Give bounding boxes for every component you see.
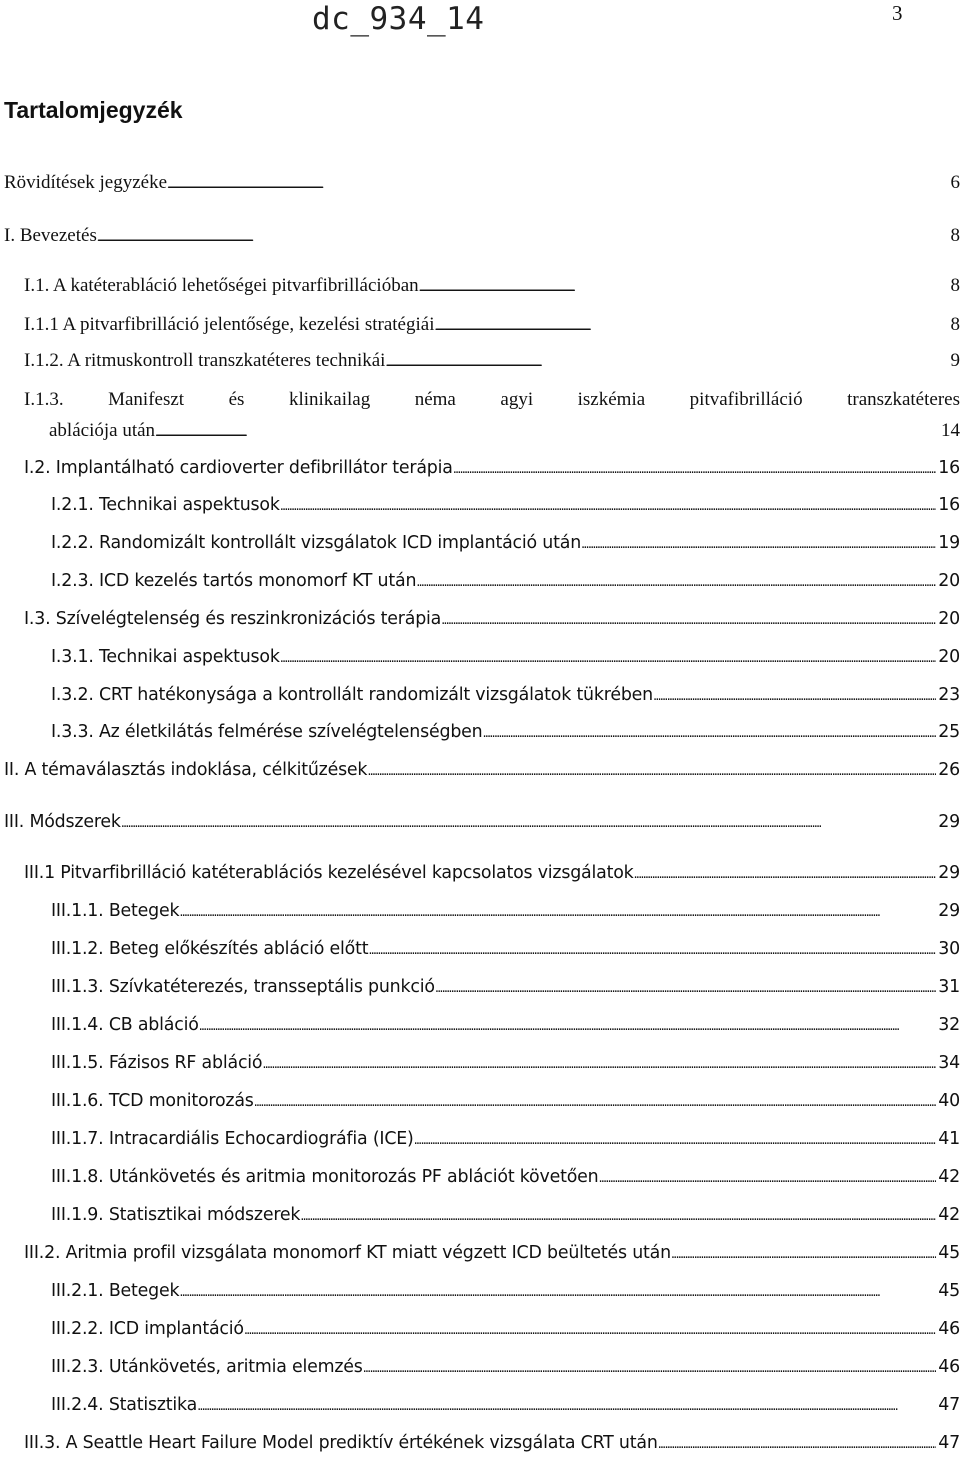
toc-entry[interactable]: [24, 1240, 960, 1268]
toc-entry[interactable]: [4, 223, 960, 250]
toc-entry-label: III.2.2. ICD implantáció: [51, 1316, 244, 1342]
toc-entry-page: 8: [949, 223, 960, 249]
dot-leader: [244, 1316, 936, 1344]
word: transzkatéteres: [847, 387, 960, 413]
toc-entry-page: 23: [936, 682, 960, 708]
toc-entry[interactable]: [24, 273, 960, 300]
dot-leader: [280, 492, 937, 520]
toc-entry-page: 20: [936, 568, 960, 594]
toc-entry-page: 45: [936, 1240, 960, 1266]
word: iszkémia: [578, 387, 646, 413]
toc-entry-page: 42: [936, 1164, 960, 1190]
toc-entry-page: 31: [936, 974, 960, 1000]
toc-entry-label: III. Módszerek: [4, 809, 121, 835]
toc-entry[interactable]: [24, 455, 960, 483]
word: Manifeszt: [108, 387, 184, 413]
toc-entry-page: 42: [936, 1202, 960, 1228]
toc-entry[interactable]: [24, 312, 960, 339]
toc-entry-label: III.3. A Seattle Heart Failure Model prediktív értékének vizsgálata CRT után: [24, 1430, 658, 1456]
toc-entry-page: 34: [936, 1050, 960, 1076]
dot-leader: [155, 418, 941, 445]
toc-entry-label: III.1.2. Beteg előkészítés abláció előtt: [51, 936, 368, 962]
toc-entry-label: I.3.3. Az életkilátás felmérése szívelégtelenségben: [51, 719, 483, 745]
dot-leader: [199, 1012, 937, 1040]
dot-leader: [363, 1354, 937, 1382]
word: agyi: [500, 387, 533, 413]
toc-entry[interactable]: [51, 898, 960, 926]
toc-entry-label: III.2.4. Statisztika: [51, 1392, 197, 1418]
toc-entry[interactable]: [24, 1430, 960, 1458]
toc-entry-label: III.2.3. Utánkövetés, aritmia elemzés: [51, 1354, 363, 1380]
dot-leader: [254, 1088, 937, 1116]
toc-entry-page: 41: [936, 1126, 960, 1152]
toc-entry[interactable]: [51, 1126, 960, 1154]
toc-entry[interactable]: [51, 530, 960, 558]
dot-leader: [179, 898, 936, 926]
document-header-id: dc_934_14: [312, 0, 484, 38]
toc-entry-page: 29: [936, 809, 960, 835]
toc-entry-page: 16: [936, 455, 960, 481]
toc-entry-label: I.2. Implantálható cardioverter defibrillátor terápia: [24, 455, 453, 481]
toc-entry[interactable]: [51, 1088, 960, 1116]
toc-entry[interactable]: [24, 606, 960, 634]
dot-leader: [97, 223, 949, 250]
toc-entry-page: 32: [936, 1012, 960, 1038]
toc-entry-page: 25: [936, 719, 960, 745]
toc-entry-label: Rövidítések jegyzéke: [4, 170, 167, 196]
toc-entry-page: 8: [949, 273, 960, 299]
dot-leader: [121, 809, 937, 837]
toc-entry[interactable]: [51, 1202, 960, 1230]
toc-entry[interactable]: [24, 348, 960, 375]
toc-entry-label: III.2.1. Betegek: [51, 1278, 179, 1304]
dot-leader: [416, 568, 936, 596]
dot-leader: [419, 273, 949, 300]
toc-entry[interactable]: [4, 757, 960, 785]
dot-leader: [414, 1126, 937, 1154]
toc-entry-page: 19: [936, 530, 960, 556]
toc-entry-label: III.2. Aritmia profil vizsgálata monomorf KT miatt végzett ICD beültetés után: [24, 1240, 671, 1266]
dot-leader: [368, 936, 936, 964]
toc-entry-page: 47: [936, 1392, 960, 1418]
toc-entry[interactable]: [51, 1278, 960, 1306]
dot-leader: [300, 1202, 936, 1230]
toc-entry-page: 46: [936, 1354, 960, 1380]
dot-leader: [367, 757, 936, 785]
dot-leader: [441, 606, 936, 634]
toc-entry[interactable]: [51, 1316, 960, 1344]
toc-entry-wrapped[interactable]: [24, 387, 960, 445]
dot-leader: [653, 682, 936, 710]
dot-leader: [179, 1278, 936, 1306]
toc-entry-page: 45: [936, 1278, 960, 1304]
toc-entry[interactable]: [51, 974, 960, 1002]
toc-entry-label: III.1.9. Statisztikai módszerek: [51, 1202, 300, 1228]
toc-entry-page: 26: [936, 757, 960, 783]
wrapped-line-1: [24, 387, 960, 413]
toc-entry-label: I.2.3. ICD kezelés tartós monomorf KT után: [51, 568, 416, 594]
toc-entry[interactable]: [51, 568, 960, 596]
toc-entry[interactable]: [51, 492, 960, 520]
dot-leader: [598, 1164, 936, 1192]
toc-entry[interactable]: [51, 682, 960, 710]
toc-entry[interactable]: [51, 1354, 960, 1382]
toc-entry-label: III.1.5. Fázisos RF abláció: [51, 1050, 262, 1076]
dot-leader: [453, 455, 937, 483]
toc-entry-label: III.1.8. Utánkövetés és aritmia monitorozás PF ablációt követően: [51, 1164, 598, 1190]
toc-entry-label: I.1.2. A ritmuskontroll transzkatéteres technikái: [24, 348, 385, 374]
word: néma: [415, 387, 456, 413]
toc-entry-label: I.2.2. Randomizált kontrollált vizsgálatok ICD implantáció után: [51, 530, 581, 556]
toc-title: Tartalomjegyzék: [4, 95, 183, 125]
word: pitvafibrilláció: [690, 387, 803, 413]
word: és: [229, 387, 245, 413]
toc-entry-page: 9: [949, 348, 960, 374]
toc-entry-label: I.3.1. Technikai aspektusok: [51, 644, 280, 670]
toc-entry-label: III.1.1. Betegek: [51, 898, 179, 924]
toc-entry-label: III.1.7. Intracardiális Echocardiográfia (ICE): [51, 1126, 414, 1152]
dot-leader: [634, 860, 937, 888]
toc-entry-label: III.1.6. TCD monitorozás: [51, 1088, 254, 1114]
page-number: 3: [892, 0, 903, 26]
toc-entry-label: I.3. Szívelégtelenség és reszinkronizációs terápia: [24, 606, 441, 632]
dot-leader: [671, 1240, 936, 1268]
toc-entry[interactable]: [4, 809, 960, 837]
toc-entry[interactable]: [51, 1050, 960, 1078]
toc-entry-page: 46: [936, 1316, 960, 1342]
toc-entry-label: I.3.2. CRT hatékonysága a kontrollált randomizált vizsgálatok tükrében: [51, 682, 653, 708]
word: klinikailag: [289, 387, 370, 413]
toc-entry-page: 47: [936, 1430, 960, 1456]
dot-leader: [435, 974, 936, 1002]
toc-entry-page: 14: [941, 418, 960, 444]
dot-leader: [658, 1430, 937, 1458]
dot-leader: [434, 312, 948, 339]
dot-leader: [280, 644, 937, 672]
toc-entry-page: 40: [936, 1088, 960, 1114]
toc-entry-page: 29: [936, 898, 960, 924]
toc-entry-page: 16: [936, 492, 960, 518]
toc-entry-label: III.1.3. Szívkatéterezés, transseptális punkció: [51, 974, 435, 1000]
toc-entry-page: 30: [936, 936, 960, 962]
toc-entry[interactable]: [4, 170, 960, 197]
toc-entry-page: 6: [949, 170, 960, 196]
toc-entry-label: I.1.1 A pitvarfibrilláció jelentősége, kezelési stratégiái: [24, 312, 434, 338]
toc-entry-label: ablációja után: [49, 418, 155, 444]
toc-entry-label: III.1 Pitvarfibrilláció katéterablációs kezelésével kapcsolatos vizsgálatok: [24, 860, 634, 886]
toc-entry-label: III.1.4. CB abláció: [51, 1012, 199, 1038]
dot-leader: [167, 170, 948, 197]
toc-entry[interactable]: [51, 936, 960, 964]
toc-entry-label: I. Bevezetés: [4, 223, 97, 249]
toc-entry-label: I.1. A katéterabláció lehetőségei pitvarfibrillációban: [24, 273, 419, 299]
toc-entry[interactable]: [51, 1012, 960, 1040]
toc-entry[interactable]: [51, 719, 960, 747]
dot-leader: [483, 719, 937, 747]
toc-entry-page: 29: [936, 860, 960, 886]
toc-entry[interactable]: [51, 1164, 960, 1192]
toc-entry-label: II. A témaválasztás indoklása, célkitűzések: [4, 757, 367, 783]
dot-leader: [385, 348, 948, 375]
toc-entry[interactable]: [24, 860, 960, 888]
dot-leader: [262, 1050, 936, 1078]
toc-entry-label: I.2.1. Technikai aspektusok: [51, 492, 280, 518]
word: I.1.3.: [24, 387, 64, 413]
toc-entry-page: 20: [936, 644, 960, 670]
wrapped-line-2: [24, 418, 960, 445]
toc-entry-page: 8: [949, 312, 960, 338]
toc-entry-page: 20: [936, 606, 960, 632]
dot-leader: [581, 530, 936, 558]
dot-leader: [197, 1392, 936, 1420]
toc-entry[interactable]: [51, 644, 960, 672]
toc-entry[interactable]: [51, 1392, 960, 1420]
